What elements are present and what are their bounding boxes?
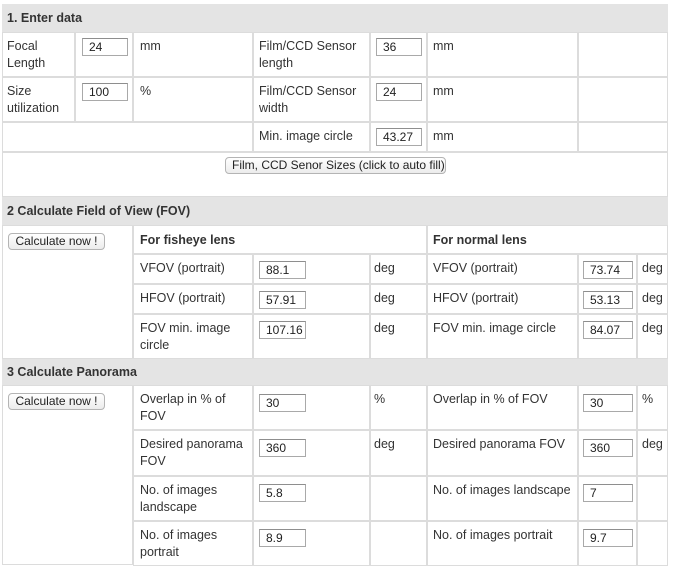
fisheye-panorama-fov-label: Desired panorama FOV	[140, 437, 243, 468]
fisheye-lens-header: For fisheye lens	[140, 233, 236, 247]
fisheye-hfov-input-cell	[253, 284, 370, 314]
empty-cell	[370, 521, 427, 566]
normal-images-portrait-label: No. of images portrait	[433, 528, 553, 542]
normal-panorama-fov-label: Desired panorama FOV	[433, 437, 566, 451]
normal-fov-circle-unit: deg	[642, 321, 663, 335]
sensor-sizes-autofill-button[interactable]: Film, CCD Senor Sizes (click to auto fill)	[225, 157, 446, 174]
empty-cell	[637, 521, 668, 566]
fisheye-vfov-label: VFOV (portrait)	[140, 261, 225, 275]
sensor-width-unit: mm	[433, 84, 454, 98]
fisheye-panorama-fov-input[interactable]	[259, 439, 306, 457]
size-utilization-label-cell	[2, 77, 75, 122]
normal-vfov-label-cell	[427, 254, 578, 284]
focal-length-unit: mm	[140, 39, 161, 53]
fisheye-vfov-unit: deg	[374, 261, 395, 275]
sensor-length-label: Film/CCD Sensor length	[259, 39, 357, 70]
normal-fov-circle-label: FOV min. image circle	[433, 321, 556, 335]
sensor-width-input[interactable]	[376, 83, 422, 101]
normal-images-landscape-label: No. of images landscape	[433, 483, 571, 497]
sensor-length-input-cell	[370, 32, 427, 77]
normal-overlap-input[interactable]	[583, 394, 633, 412]
normal-panorama-fov-unit-cell	[637, 430, 668, 476]
normal-panorama-fov-label-cell	[427, 430, 578, 476]
fisheye-overlap-input-cell	[253, 385, 370, 430]
fisheye-overlap-label-cell	[133, 385, 253, 430]
normal-overlap-unit: %	[642, 392, 654, 406]
calculate-fov-button[interactable]: Calculate now !	[8, 233, 105, 250]
fisheye-hfov-unit: deg	[374, 291, 395, 305]
normal-vfov-label: VFOV (portrait)	[433, 261, 518, 275]
min-image-circle-unit: mm	[433, 129, 454, 143]
normal-panorama-fov-input[interactable]	[583, 439, 633, 457]
focal-length-input[interactable]	[82, 38, 128, 56]
fisheye-images-portrait-label: No. of images portrait	[140, 528, 218, 559]
normal-images-landscape-input-cell	[578, 476, 637, 521]
fisheye-vfov-label-cell	[133, 254, 253, 284]
normal-images-landscape-label-cell	[427, 476, 578, 521]
fisheye-panorama-fov-unit-cell	[370, 430, 427, 476]
min-image-circle-label: Min. image circle	[259, 129, 353, 143]
size-utilization-label: Size utilization	[7, 84, 60, 115]
normal-hfov-unit: deg	[642, 291, 663, 305]
normal-fov-circle-label-cell	[427, 314, 578, 359]
fisheye-vfov-input-cell	[253, 254, 370, 284]
empty-cell	[578, 32, 668, 77]
empty-cell	[578, 77, 668, 122]
normal-overlap-label-cell	[427, 385, 578, 430]
calculate-panorama-button[interactable]: Calculate now !	[8, 393, 105, 410]
normal-overlap-unit-cell	[637, 385, 668, 430]
normal-images-portrait-input-cell	[578, 521, 637, 566]
section-header-calculate-fov: 2 Calculate Field of View (FOV)	[2, 197, 668, 225]
autofill-button-cell	[2, 152, 668, 197]
fisheye-fov-circle-unit: deg	[374, 321, 395, 335]
sensor-width-label: Film/CCD Sensor width	[259, 84, 357, 115]
fisheye-panorama-fov-input-cell	[253, 430, 370, 476]
empty-cell	[637, 476, 668, 521]
fisheye-vfov-input[interactable]	[259, 261, 306, 279]
calculate-fov-button-cell	[2, 225, 133, 359]
fisheye-fov-circle-input[interactable]	[259, 321, 306, 339]
normal-fov-circle-input-cell	[578, 314, 637, 359]
sensor-length-unit: mm	[433, 39, 454, 53]
normal-vfov-input-cell	[578, 254, 637, 284]
fisheye-overlap-label: Overlap in % of FOV	[140, 392, 226, 423]
sensor-length-unit-cell	[427, 32, 578, 77]
normal-panorama-fov-unit: deg	[642, 437, 663, 451]
size-utilization-input-cell	[75, 77, 133, 122]
focal-length-label: Focal Length	[7, 39, 46, 70]
fisheye-overlap-unit: %	[374, 392, 386, 406]
min-image-circle-unit-cell	[427, 122, 578, 152]
empty-cell	[578, 122, 668, 152]
normal-overlap-label: Overlap in % of FOV	[433, 392, 548, 406]
fisheye-fov-circle-input-cell	[253, 314, 370, 359]
size-utilization-unit-cell	[133, 77, 253, 122]
normal-hfov-input[interactable]	[583, 291, 633, 309]
fisheye-images-landscape-input[interactable]	[259, 484, 306, 502]
normal-images-portrait-label-cell	[427, 521, 578, 566]
normal-vfov-unit-cell	[637, 254, 668, 284]
calculate-panorama-button-cell	[2, 385, 133, 565]
section-header-enter-data: 1. Enter data	[2, 4, 668, 32]
fisheye-fov-circle-label-cell	[133, 314, 253, 359]
min-image-circle-input-cell	[370, 122, 427, 152]
fisheye-fov-circle-label: FOV min. image circle	[140, 321, 231, 352]
fisheye-hfov-input[interactable]	[259, 291, 306, 309]
size-utilization-unit: %	[140, 84, 152, 98]
sensor-width-input-cell	[370, 77, 427, 122]
normal-images-landscape-input[interactable]	[583, 484, 633, 502]
normal-fov-circle-unit-cell	[637, 314, 668, 359]
min-image-circle-label-cell	[253, 122, 370, 152]
min-image-circle-input[interactable]	[376, 128, 422, 146]
fisheye-hfov-label-cell	[133, 284, 253, 314]
section-header-calculate-panorama: 3 Calculate Panorama	[2, 359, 668, 385]
fisheye-images-portrait-input-cell	[253, 521, 370, 566]
fisheye-images-portrait-input[interactable]	[259, 529, 306, 547]
normal-fov-circle-input[interactable]	[583, 321, 633, 339]
normal-hfov-label: HFOV (portrait)	[433, 291, 519, 305]
normal-header-cell	[427, 225, 668, 254]
fisheye-overlap-input[interactable]	[259, 394, 306, 412]
sensor-width-label-cell	[253, 77, 370, 122]
fisheye-hfov-unit-cell	[370, 284, 427, 314]
fisheye-images-landscape-label-cell	[133, 476, 253, 521]
sensor-length-input[interactable]	[376, 38, 422, 56]
normal-panorama-fov-input-cell	[578, 430, 637, 476]
focal-length-unit-cell	[133, 32, 253, 77]
empty-cell	[370, 476, 427, 521]
fisheye-images-portrait-label-cell	[133, 521, 253, 566]
focal-length-input-cell	[75, 32, 133, 77]
normal-lens-header: For normal lens	[433, 233, 527, 247]
fisheye-images-landscape-input-cell	[253, 476, 370, 521]
normal-hfov-unit-cell	[637, 284, 668, 314]
focal-length-label-cell	[2, 32, 75, 77]
fisheye-panorama-fov-unit: deg	[374, 437, 395, 451]
normal-hfov-label-cell	[427, 284, 578, 314]
empty-cell	[2, 122, 253, 152]
fisheye-overlap-unit-cell	[370, 385, 427, 430]
normal-hfov-input-cell	[578, 284, 637, 314]
size-utilization-input[interactable]	[82, 83, 128, 101]
fisheye-vfov-unit-cell	[370, 254, 427, 284]
fisheye-fov-circle-unit-cell	[370, 314, 427, 359]
sensor-width-unit-cell	[427, 77, 578, 122]
normal-images-portrait-input[interactable]	[583, 529, 633, 547]
fisheye-images-landscape-label: No. of images landscape	[140, 483, 218, 514]
fisheye-hfov-label: HFOV (portrait)	[140, 291, 226, 305]
normal-vfov-input[interactable]	[583, 261, 633, 279]
normal-overlap-input-cell	[578, 385, 637, 430]
fisheye-header-cell	[133, 225, 427, 254]
sensor-length-label-cell	[253, 32, 370, 77]
fisheye-panorama-fov-label-cell	[133, 430, 253, 476]
normal-vfov-unit: deg	[642, 261, 663, 275]
